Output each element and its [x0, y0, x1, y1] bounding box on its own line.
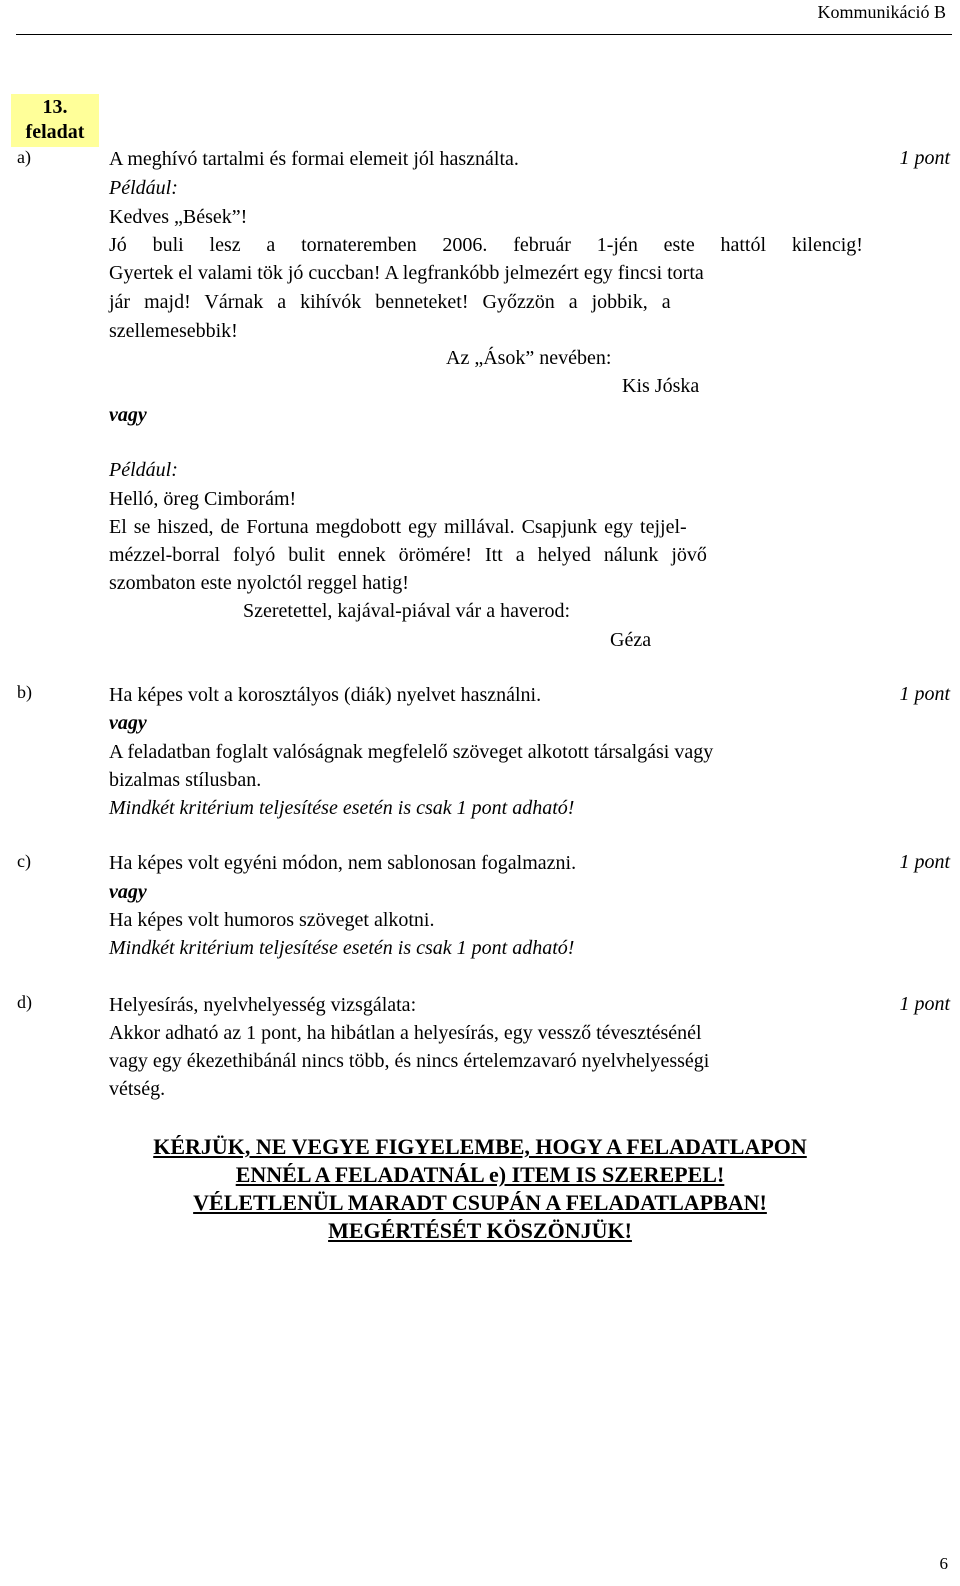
section-letter: d) — [17, 992, 32, 1012]
text-line: Ha képes volt egyéni módon, nem sablonosan fogalmazni. — [109, 852, 577, 874]
word: lesz — [209, 234, 241, 256]
text-line: Helyesírás, nyelvhelyesség vizsgálata: — [109, 994, 417, 1016]
section-points: 1 pont — [899, 851, 950, 873]
header-title: Kommunikáció B — [817, 2, 946, 22]
notice-line: ENNÉL A FELADATNÁL e) ITEM IS SZEREPEL! — [235, 1162, 725, 1187]
section-letter: c) — [17, 851, 31, 871]
text-line: bizalmas stílusban. — [109, 769, 262, 791]
text-line: jár majd! Várnak a kihívók benneteket! Győzzön a jobbik, a — [109, 291, 671, 313]
task-word: feladat — [25, 121, 85, 143]
alternative-marker: vagy — [109, 881, 147, 903]
text-line — [109, 233, 863, 257]
text-line: mézzel-borral folyó bulit ennek örömére! Itt a helyed nálunk jövő — [109, 544, 707, 566]
notice-line: VÉLETLENÜL MARADT CSUPÁN A FELADATLAPBAN! — [193, 1190, 767, 1215]
word: február — [513, 234, 571, 256]
text-line: vagy egy ékezethibánál nincs több, és nincs értelemzavaró nyelvhelyességi — [109, 1050, 710, 1072]
text-line: A feladatban foglalt valóságnak megfelelő szöveget alkotott társalgási vagy — [109, 741, 714, 763]
text-line: Helló, öreg Cimborám! — [109, 488, 297, 510]
notice-line: MEGÉRTÉSÉT KÖSZÖNJÜK! — [328, 1218, 632, 1243]
note-line: Mindkét kritérium teljesítése esetén is csak 1 pont adható! — [109, 937, 575, 959]
section-letter: b) — [17, 682, 32, 702]
text-line: szellemesebbik! — [109, 320, 238, 342]
section-letter: a) — [17, 147, 31, 167]
signature-line: Az „Ások” nevében: — [446, 347, 612, 369]
signature-line: Szeretettel, kajával-piával vár a haverod: — [243, 600, 571, 622]
task-number: 13. — [42, 96, 68, 118]
note-line: Mindkét kritérium teljesítése esetén is csak 1 pont adható! — [109, 797, 575, 819]
word: hattól — [720, 234, 767, 256]
word: a — [266, 234, 276, 256]
notice-line: KÉRJÜK, NE VEGYE FIGYELEMBE, HOGY A FELADATLAPON — [153, 1134, 807, 1159]
word: 1-jén — [596, 234, 638, 256]
header-rule — [16, 34, 952, 35]
word: tornateremben — [301, 234, 417, 256]
alternative-marker: vagy — [109, 404, 147, 426]
example-label: Például: — [109, 459, 178, 481]
word: Jó — [109, 234, 127, 256]
alternative-marker: vagy — [109, 712, 147, 734]
text-line: El se hiszed, de Fortuna megdobott egy millával. Csapjunk egy tejjel- — [109, 516, 687, 538]
text-line: szombaton este nyolctól reggel hatig! — [109, 572, 409, 594]
word: buli — [152, 234, 184, 256]
task-label — [11, 94, 99, 147]
word: kilencig! — [791, 234, 863, 256]
example-label: Például: — [109, 177, 178, 199]
text-line: Kedves „Bések”! — [109, 206, 248, 228]
section-points: 1 pont — [899, 993, 950, 1015]
text-line: Akkor adható az 1 pont, ha hibátlan a helyesírás, egy vessző tévesztésénél — [109, 1022, 702, 1044]
signature-name: Kis Jóska — [622, 375, 700, 397]
section-points: 1 pont — [899, 147, 950, 169]
text-line: A meghívó tartalmi és formai elemeit jól használta. — [109, 148, 519, 170]
word: 2006. — [442, 234, 488, 256]
page-number: 6 — [939, 1554, 948, 1573]
text-line: vétség. — [109, 1078, 166, 1100]
section-points: 1 pont — [899, 683, 950, 705]
text-line: Ha képes volt humoros szöveget alkotni. — [109, 909, 435, 931]
text-line: Gyertek el valami tök jó cuccban! A legfrankóbb jelmezért egy fincsi torta — [109, 262, 704, 284]
signature-name: Géza — [610, 629, 652, 651]
text-line: Ha képes volt a korosztályos (diák) nyelvet használni. — [109, 684, 542, 706]
word: este — [663, 234, 695, 256]
